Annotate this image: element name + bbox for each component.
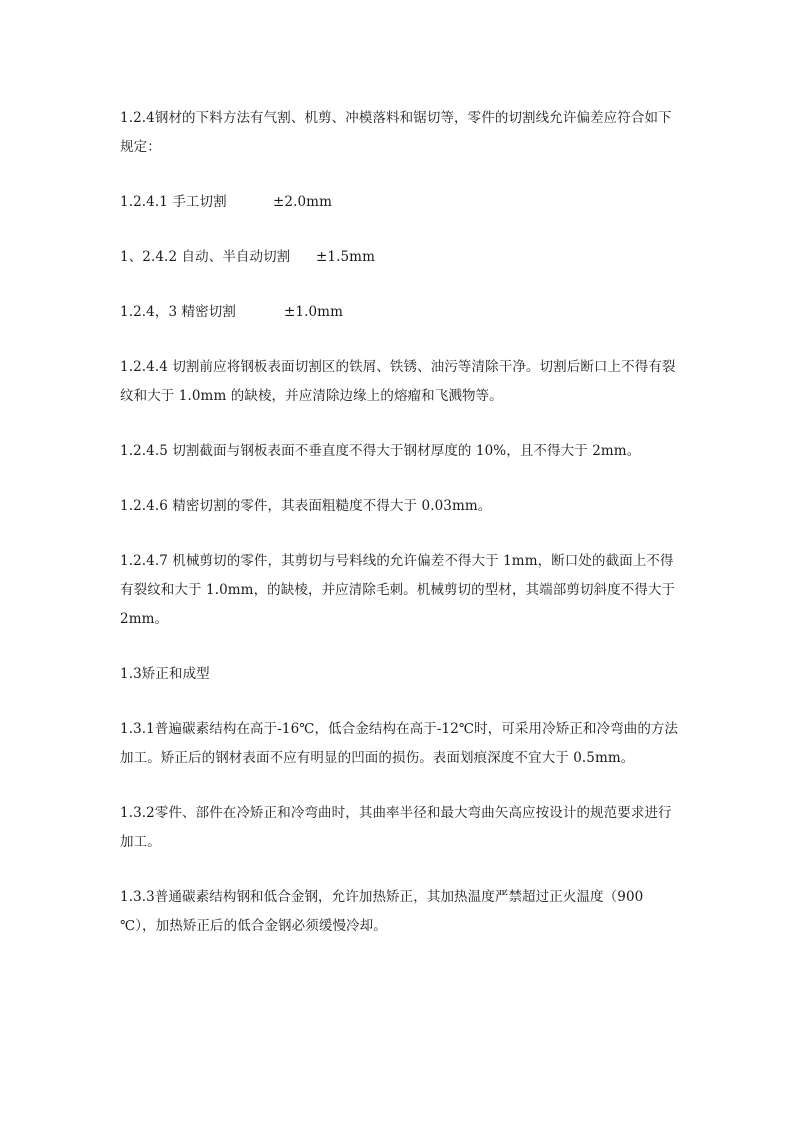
tolerance-value: ±1.0mm bbox=[284, 304, 343, 320]
tolerance-value: ±1.5mm bbox=[316, 249, 375, 265]
paragraph-1-3-3: 1.3.3普通碳素结构钢和低合金钢，允许加热矫正，其加热温度严禁超过正火温度（900 ℃），加热矫正后的低合金钢必须缓慢冷却。 bbox=[120, 889, 644, 934]
tolerance-label: 1.2.4，3 精密切割 bbox=[120, 304, 236, 320]
paragraph-1-2-4-6: 1.2.4.6 精密切割的零件，其表面粗糙度不得大于 0.03mm。 bbox=[120, 498, 492, 514]
tolerance-label: 1.2.4.1 手工切割 bbox=[120, 194, 227, 210]
tolerance-row-manual-cutting bbox=[120, 188, 680, 217]
tolerance-row-auto-cutting bbox=[120, 243, 680, 272]
tolerance-row-precision-cutting bbox=[120, 298, 680, 327]
tolerance-value: ±2.0mm bbox=[273, 194, 332, 210]
tolerance-label: 1、2.4.2 自动、半自动切割 bbox=[120, 249, 291, 265]
paragraph-1-3-2: 1.3.2零件、部件在冷矫正和冷弯曲时，其曲率半径和最大弯曲矢高应按设计的规范要求进行加工。 bbox=[120, 805, 672, 850]
paragraph-1-2-4-4: 1.2.4.4 切割前应将钢板表面切割区的铁屑、铁锈、油污等清除干净。切割后断口上不得有裂纹和大于 1.0mm 的缺棱，并应清除边缘上的熔瘤和飞溅物等。 bbox=[120, 359, 676, 404]
paragraph-1-2-4-5: 1.2.4.5 切割截面与钢板表面不垂直度不得大于钢材厚度的 10%，且不得大于 2mm。 bbox=[120, 443, 641, 459]
paragraph-1-2-4: 1.2.4钢材的下料方法有气割、机剪、冲模落料和锯切等，零件的切割线允许偏差应符合如下规定： bbox=[120, 110, 672, 155]
section-heading-1-3: 1.3矫正和成型 bbox=[120, 666, 210, 682]
document-body bbox=[120, 104, 680, 967]
paragraph-1-3-1: 1.3.1普遍碳素结构在高于-16℃，低合金结构在高于-12℃时，可采用冷矫正和冷弯曲的方法加工。矫正后的钢材表面不应有明显的凹面的损伤。表面划痕深度不宜大于 0.5mm。 bbox=[120, 721, 679, 766]
paragraph-1-2-4-7: 1.2.4.7 机械剪切的零件，其剪切与号料线的允许偏差不得大于 1mm，断口处的截面上不得有裂纹和大于 1.0mm，的缺棱，并应清除毛刺。机械剪切的型材，其端部剪切斜度不得大于 2mm。 bbox=[120, 553, 676, 627]
